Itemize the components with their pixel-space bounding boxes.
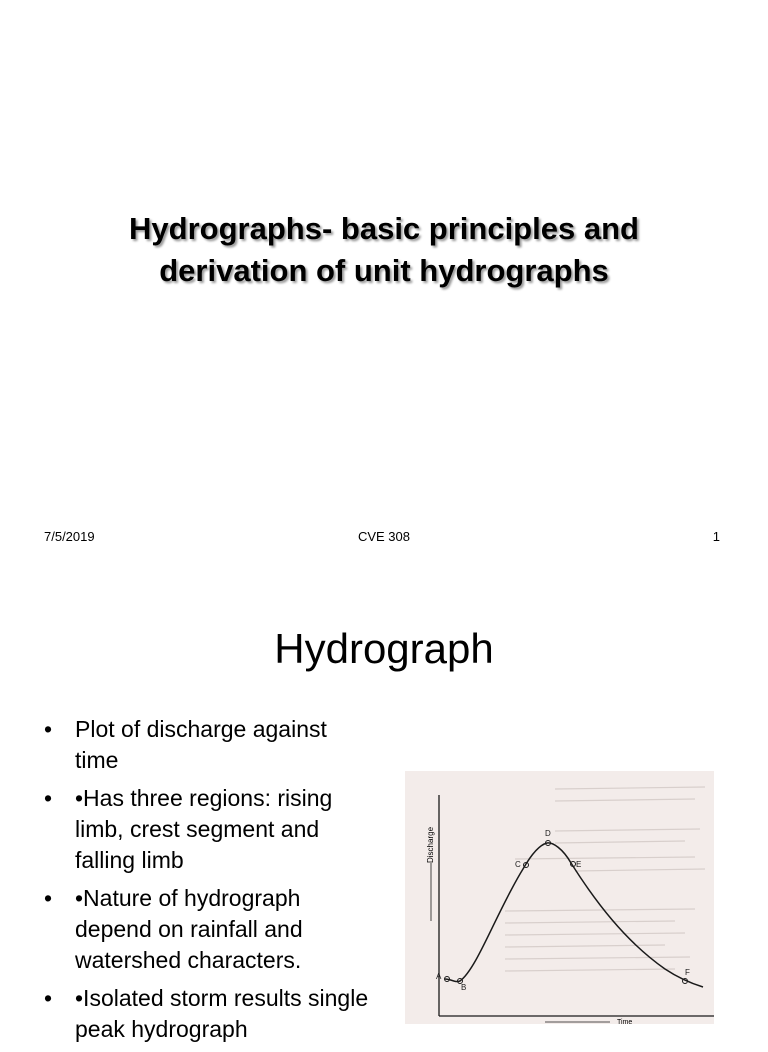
x-axis-label: Time [617, 1019, 633, 1024]
hydrograph-figure [405, 771, 714, 1024]
footer-course: CVE 308 [357, 529, 411, 544]
bullet-text: •Nature of hydrograph depend on rainfall and watershed characters. [75, 885, 303, 973]
point-b-label: B [461, 983, 467, 992]
bullet-dot: • [44, 985, 53, 1011]
bullet-item [44, 783, 374, 876]
hydrograph-slide [0, 576, 768, 1042]
bullet-text: Plot of discharge against time [75, 716, 327, 773]
title-line-1: Hydrographs- basic principles and [129, 211, 639, 246]
scan-texture [505, 787, 705, 971]
y-axis-label: Discharge [426, 826, 435, 863]
bullet-dot: • [44, 885, 53, 911]
slide-title [0, 208, 768, 292]
hydrograph-curve [445, 843, 703, 987]
bullet-item [44, 714, 374, 776]
bullet-list [44, 714, 374, 1052]
point-c-label: C [515, 860, 521, 869]
title-line-2: derivation of unit hydrographs [159, 253, 609, 288]
bullet-item [44, 983, 374, 1045]
point-a-label: A [436, 972, 442, 981]
point-e-label: E [576, 860, 582, 869]
point-d-label: D [545, 829, 551, 838]
bullet-dot: • [44, 716, 53, 742]
bullet-dot: • [44, 785, 53, 811]
point-f-label: F [685, 968, 690, 977]
bullet-item [44, 883, 374, 976]
bullet-text: •Isolated storm results single peak hydrograph [75, 985, 369, 1042]
hydrograph-svg [405, 771, 714, 1024]
bullet-text: •Has three regions: rising limb, crest segment and falling limb [75, 785, 333, 873]
slide-title: Hydrograph [274, 625, 494, 672]
footer-page-number: 1 [712, 529, 720, 544]
footer-date: 7/5/2019 [44, 529, 95, 544]
